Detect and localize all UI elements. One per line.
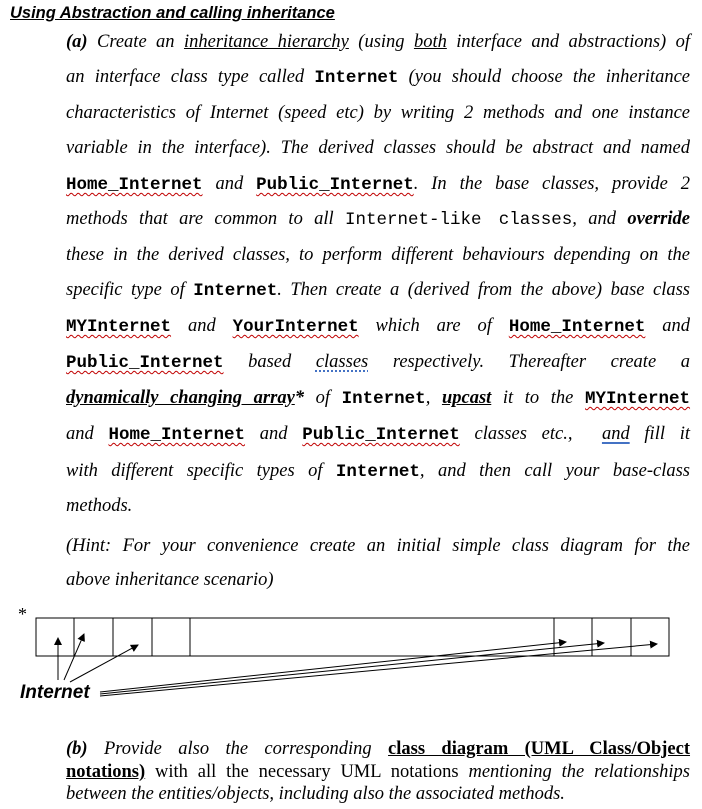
part-a-line-5 (66, 172, 690, 200)
classes-word: classes (315, 352, 369, 372)
pointer-arrow (70, 645, 138, 682)
code-internet: Internet (193, 281, 278, 301)
diagram-internet-label: Internet (20, 682, 90, 703)
diagram-star: * (18, 604, 27, 624)
code-public-internet: Public_Internet (66, 353, 224, 373)
asterisk: * (294, 388, 305, 408)
part-a-line-11 (66, 386, 690, 414)
text: , and then call your base-class (419, 461, 690, 481)
part-a-line-3 (66, 101, 690, 129)
mono-internet-like: Internet-like classes (345, 210, 573, 230)
text: based (223, 352, 316, 372)
inheritance-hierarchy-link: inheritance hierarchy (183, 32, 349, 52)
text: (using (348, 32, 414, 52)
hint-line-2: above inheritance scenario) (66, 570, 274, 590)
text: and (66, 424, 109, 444)
text: and (202, 174, 257, 194)
text: variable in the interface). The derived classes should be abstract and named (66, 138, 690, 158)
text: methods that are common to all (66, 209, 346, 229)
code-internet: Internet (341, 389, 426, 409)
text: and (245, 424, 303, 444)
override-word: override (627, 209, 690, 229)
pointer-arrow (100, 643, 604, 694)
text: fill it (629, 424, 690, 444)
part-b-line-3 (66, 783, 690, 809)
text: . In the base classes, provide 2 (413, 174, 690, 194)
upcast-link: upcast (441, 388, 492, 408)
text: methods. (66, 496, 133, 516)
text: interface and abstractions) of (446, 32, 690, 52)
part-a-line-12 (66, 422, 690, 450)
heading: Using Abstraction and calling inheritance (10, 4, 335, 22)
code-yourinternet: YourInternet (232, 317, 359, 337)
part-a-line-2 (66, 65, 690, 93)
text: mentioning the relationships (468, 762, 691, 782)
part-b-label: (b) (66, 739, 88, 759)
text: which are of (358, 316, 509, 336)
text: classes etc., (459, 424, 573, 444)
code-home-internet: Home_Internet (508, 317, 646, 337)
text: with all the necessary UML notations (145, 762, 469, 782)
text: (you should choose the inheritance (398, 67, 690, 87)
part-a-line-10 (66, 350, 690, 378)
pointer-arrow (100, 642, 566, 692)
array-diagram (0, 600, 702, 710)
text: Provide also the corresponding (103, 739, 389, 759)
text: an interface class type called (66, 67, 315, 87)
hint-line-1: (Hint: For your convenience create an initial simple class diagram for the (66, 536, 690, 556)
part-a-line-6 (66, 207, 690, 235)
part-a-line-1 (66, 30, 690, 58)
text: and (645, 316, 690, 336)
code-public-internet: Public_Internet (256, 175, 414, 195)
text: between the entities/objects, including also the associated methods. (66, 784, 565, 804)
code-myinternet: MYInternet (585, 389, 691, 409)
part-a-line-7 (66, 243, 690, 271)
and-word: and (601, 424, 630, 444)
text: . Then create a (derived from the above) base class (277, 280, 690, 300)
text: respectively. Thereafter create a (368, 352, 690, 372)
array-outline (36, 618, 669, 656)
pointer-arrow (100, 644, 657, 696)
text: of (304, 388, 342, 408)
text: with different specific types of (66, 461, 336, 481)
text: these in the derived classes, to perform different behaviours depending on the (66, 245, 690, 265)
dynamic-array-link: dynamically changing array (66, 388, 295, 408)
code-internet: Internet (335, 462, 420, 482)
text: it to the (491, 388, 585, 408)
text: specific type of (66, 280, 194, 300)
code-home-internet: Home_Internet (108, 425, 246, 445)
code-public-internet: Public_Internet (302, 425, 460, 445)
part-a-line-9 (66, 314, 690, 342)
class-diagram-link: class diagram (UML Class/Object (388, 739, 691, 759)
part-a-line-13 (66, 459, 690, 487)
part-a-line-8 (66, 278, 690, 306)
text: , (425, 388, 442, 408)
part-a-label: (a) (66, 32, 88, 52)
code-home-internet: Home_Internet (66, 175, 203, 195)
code-myinternet: MYInternet (66, 317, 172, 337)
part-a-line-4 (66, 136, 690, 164)
text: , and (572, 209, 628, 229)
text: Create an (96, 32, 184, 52)
code-internet: Internet (314, 68, 399, 88)
both-link: both (413, 32, 447, 52)
part-a-line-14 (66, 494, 690, 522)
notations-link: notations) (66, 762, 146, 782)
text: characteristics of Internet (speed etc) by writing 2 methods and one instance (66, 103, 690, 123)
text: and (171, 316, 233, 336)
